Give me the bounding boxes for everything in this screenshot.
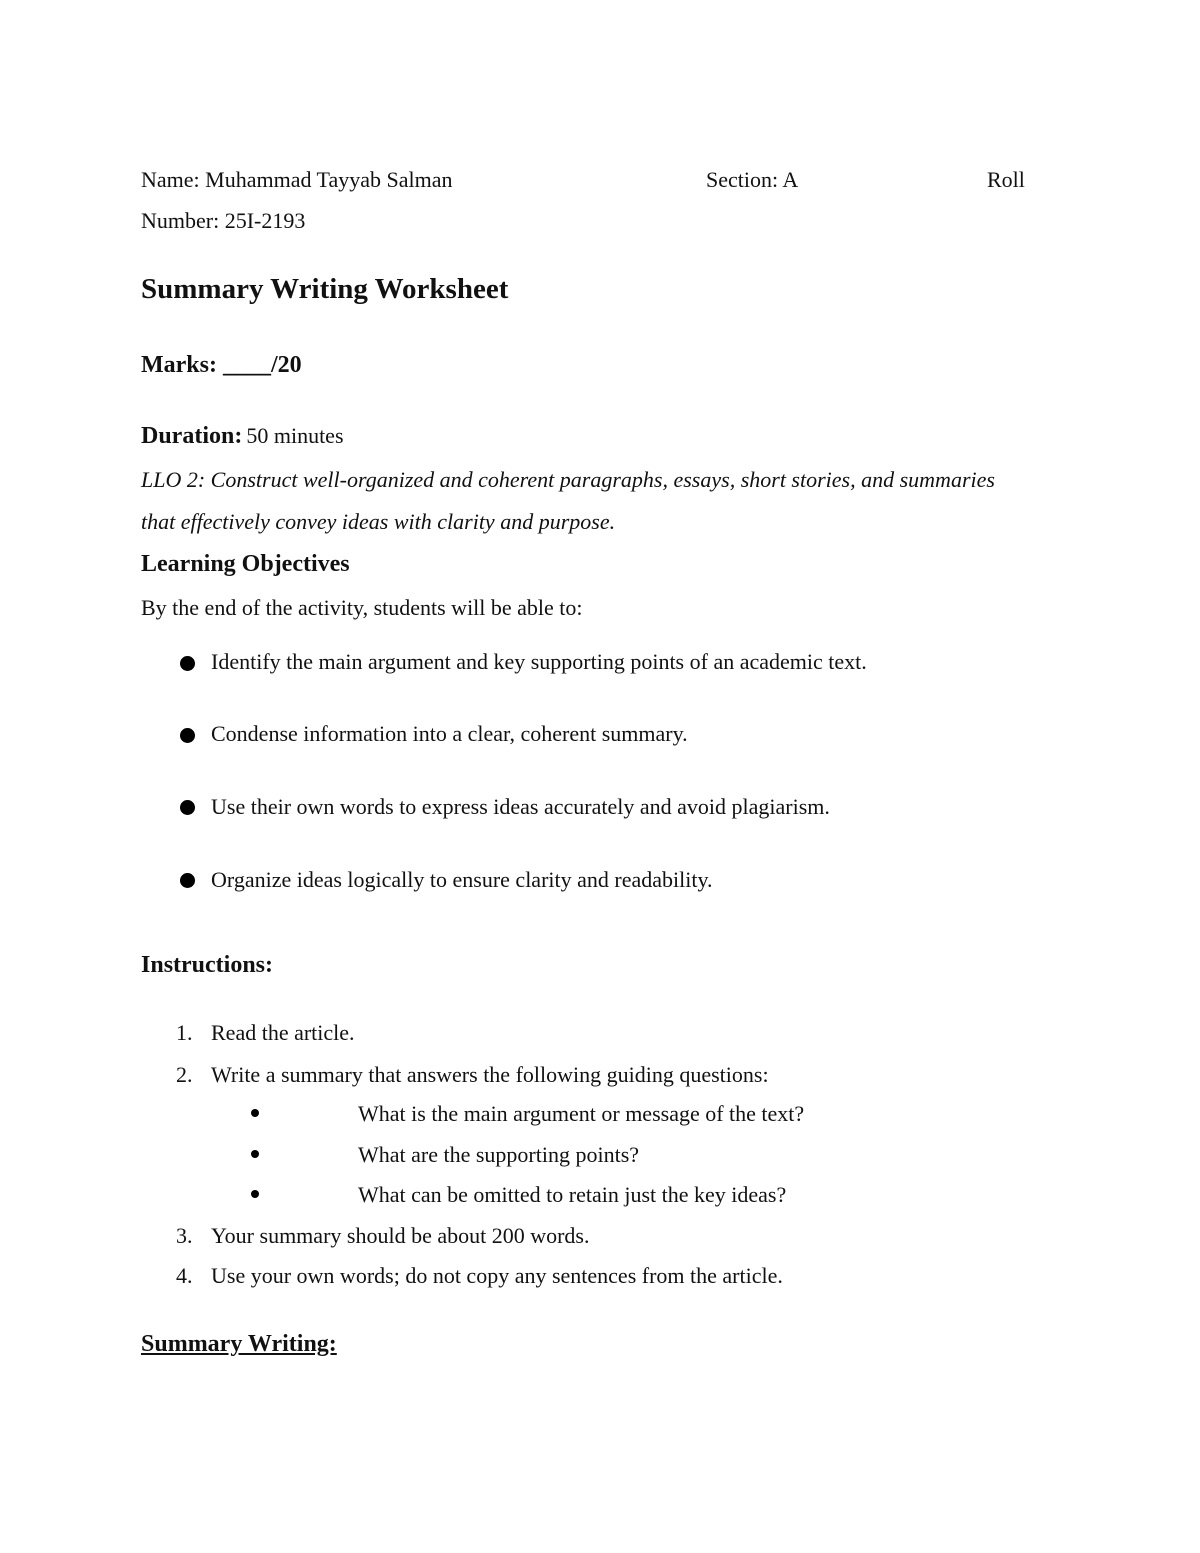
step-number: 4. bbox=[176, 1263, 193, 1288]
step-number: 2. bbox=[176, 1062, 193, 1087]
duration-value: 50 minutes bbox=[246, 423, 344, 448]
objectives-intro: By the end of the activity, students will be able to: bbox=[141, 595, 583, 620]
step-text: Your summary should be about 200 words. bbox=[211, 1223, 590, 1248]
objective-item: Use their own words to express ideas accurately and avoid plagiarism. bbox=[211, 794, 830, 819]
objectives-heading: Learning Objectives bbox=[141, 551, 350, 577]
sub-bullet-icon bbox=[251, 1190, 259, 1198]
objective-item: Condense information into a clear, coherent summary. bbox=[211, 721, 688, 746]
marks-label: Marks: bbox=[141, 352, 217, 378]
objective-item: Identify the main argument and key supporting points of an academic text. bbox=[211, 649, 867, 674]
duration-line bbox=[141, 422, 344, 450]
roll-number: Number: 25I-2193 bbox=[141, 208, 306, 233]
duration-label: Duration: bbox=[141, 423, 243, 449]
marks-line bbox=[141, 351, 302, 379]
llo-line-2: that effectively convey ideas with clarity and purpose. bbox=[141, 509, 616, 534]
bullet-icon bbox=[180, 800, 195, 815]
student-name: Name: Muhammad Tayyab Salman bbox=[141, 167, 453, 192]
section-label: Section: A bbox=[706, 167, 799, 192]
step-text: Read the article. bbox=[211, 1020, 355, 1045]
sub-bullet-icon bbox=[251, 1150, 259, 1158]
instructions-heading: Instructions: bbox=[141, 952, 274, 978]
roll-label: Roll bbox=[987, 167, 1025, 192]
guiding-question: What is the main argument or message of the text? bbox=[358, 1101, 805, 1126]
marks-value: ____/20 bbox=[222, 352, 302, 378]
step-text: Use your own words; do not copy any sentences from the article. bbox=[211, 1263, 783, 1288]
llo-line-1: LLO 2: Construct well-organized and coherent paragraphs, essays, short stories, and summaries bbox=[141, 467, 995, 492]
step-number: 1. bbox=[176, 1020, 193, 1045]
page-title: Summary Writing Worksheet bbox=[141, 273, 509, 305]
bullet-icon bbox=[180, 728, 195, 743]
step-number: 3. bbox=[176, 1223, 193, 1248]
guiding-question: What are the supporting points? bbox=[358, 1142, 640, 1167]
summary-heading: Summary Writing: bbox=[141, 1331, 337, 1357]
sub-bullet-icon bbox=[251, 1109, 259, 1117]
objective-item: Organize ideas logically to ensure clarity and readability. bbox=[211, 867, 713, 892]
bullet-icon bbox=[180, 873, 195, 888]
step-text: Write a summary that answers the following guiding questions: bbox=[211, 1062, 769, 1087]
bullet-icon bbox=[180, 656, 195, 671]
guiding-question: What can be omitted to retain just the key ideas? bbox=[358, 1182, 787, 1207]
